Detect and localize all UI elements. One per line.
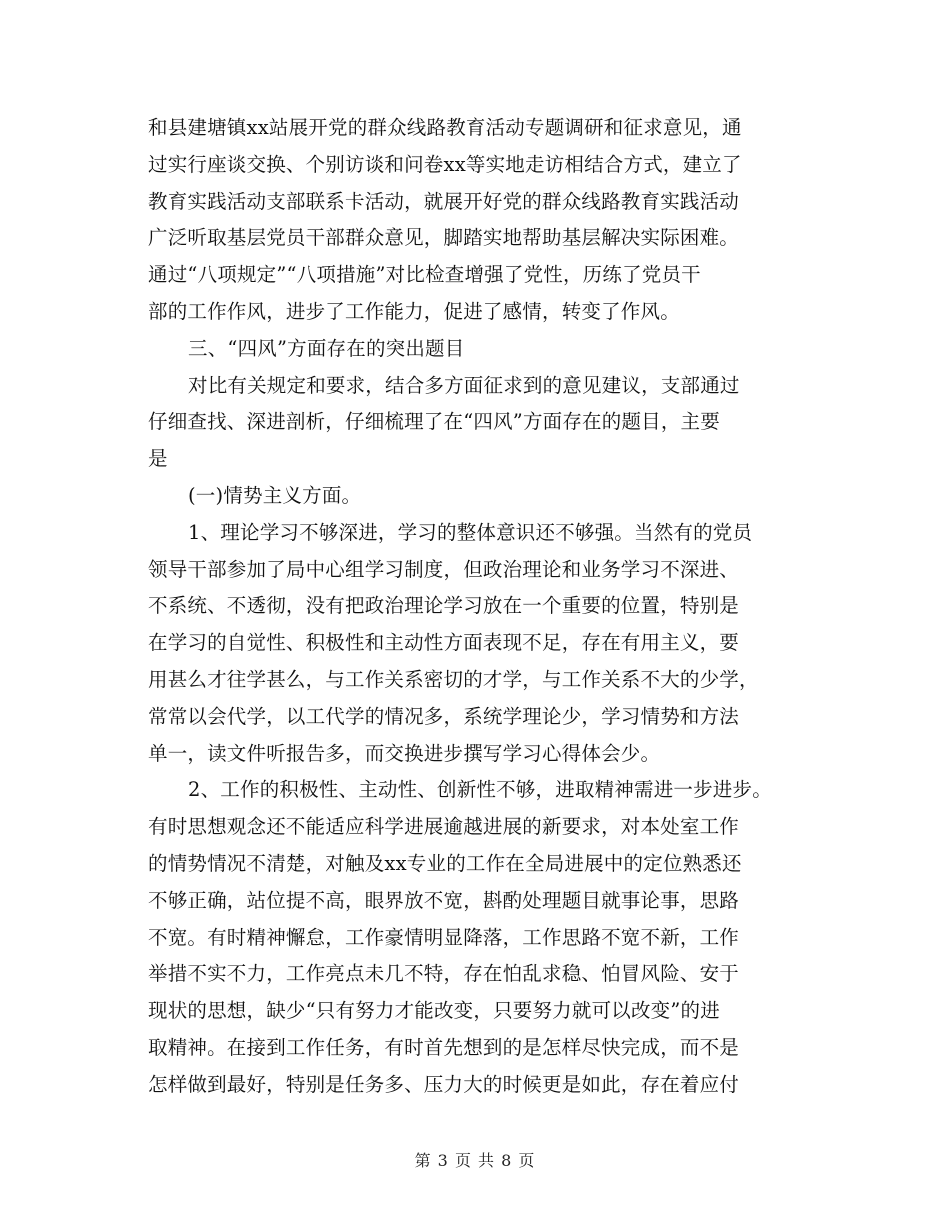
text-line: 单一，读文件听报告多，而交换进步撰写学习心得体会少。: [148, 741, 661, 765]
text-line: 领导干部参加了局中心组学习制度，但政治理论和业务学习不深进、: [148, 557, 740, 581]
page-footer: 第 3 页 共 8 页: [414, 1151, 536, 1170]
text-line: 不够正确，站位提不高，眼界放不宽，斟酌处理题目就事论事，思路: [148, 888, 740, 912]
text-line: 部的工作作风，进步了工作能力，促进了感情，转变了作风。: [148, 299, 680, 323]
text-line: 和县建塘镇xx站展开党的群众线路教育活动专题调研和征求意见，通: [148, 116, 742, 139]
text-line: 现状的思想，缺少“只有努力才能改变，只要努力就可以改变”的进: [148, 999, 720, 1023]
text-line: 常常以会代学，以工代学的情况多，系统学理论少，学习情势和方法: [148, 704, 740, 728]
text-line: 在学习的自觉性、积极性和主动性方面表现不足，存在有用主义，要: [148, 631, 740, 655]
text-line: 用甚么才往学甚么，与工作关系密切的才学，与工作关系不大的少学，: [148, 667, 759, 691]
text-line: 的情势情况不清楚，对触及xx专业的工作在全局进展中的定位熟悉还: [148, 851, 742, 875]
text-line: 怎样做到最好，特别是任务多、压力大的时候更是如此，存在着应付: [148, 1072, 740, 1096]
text-line: (一)情势主义方面。: [188, 483, 362, 507]
text-line: 举措不实不力，工作亮点未几不特，存在怕乱求稳、怕冒风险、安于: [148, 962, 740, 986]
text-line: 仔细查找、深进剖析，仔细梳理了在“四风”方面存在的题目，主要: [148, 410, 720, 434]
text-line: 广泛听取基层党员干部群众意见，脚踏实地帮助基层解决实际困难。: [148, 226, 740, 250]
text-line: 取精神。在接到工作任务，有时首先想到的是怎样尽快完成，而不是: [148, 1035, 740, 1059]
text-line: 教育实践活动支部联系卡活动，就展开好党的群众线路教育实践活动: [148, 189, 740, 213]
text-line: 对比有关规定和要求，结合多方面征求到的意见建议，支部通过: [188, 373, 740, 397]
text-line: 不宽。有时精神懈怠，工作豪情明显降落，工作思路不宽不新，工作: [148, 925, 740, 949]
text-line: 过实行座谈交换、个别访谈和问卷xx等实地走访相结合方式，建立了: [148, 152, 742, 176]
text-line: 通过“八项规定”“八项措施”对比检查增强了党性，历练了党员干: [148, 263, 701, 287]
text-line: 不系统、不透彻，没有把政治理论学习放在一个重要的位置，特别是: [148, 594, 740, 618]
text-line: 有时思想观念还不能适应科学进展逾越进展的新要求，对本处室工作: [148, 815, 740, 839]
text-line: 2、工作的积极性、主动性、创新性不够，进取精神需进一步进步。: [188, 778, 772, 802]
document-body: [148, 110, 838, 1104]
text-line: 是: [148, 447, 168, 471]
text-line: 三、“四风”方面存在的突出题目: [188, 336, 465, 360]
text-line: 1、理论学习不够深进，学习的整体意识还不够强。当然有的党员: [188, 520, 753, 544]
